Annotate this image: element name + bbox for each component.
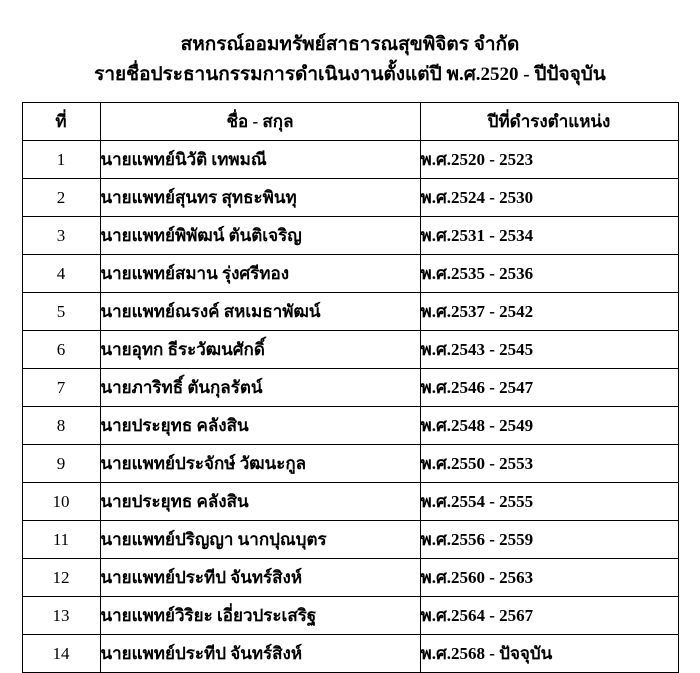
table-row — [22, 483, 678, 521]
cell-no: 7 — [22, 369, 100, 407]
cell-name: นายภาริทธิ์ ตันกุลรัตน์ — [100, 369, 420, 407]
document-header — [0, 0, 700, 90]
cell-no: 10 — [22, 483, 100, 521]
table-row — [22, 559, 678, 597]
page-title: สหกรณ์ออมทรัพย์สาธารณสุขพิจิตร จำกัด — [180, 34, 520, 55]
cell-name: นายแพทย์ณรงค์ สหเมธาพัฒน์ — [100, 293, 420, 331]
cell-term: พ.ศ.2531 - 2534 — [420, 217, 678, 255]
cell-term: พ.ศ.2520 - 2523 — [420, 141, 678, 179]
cell-term: พ.ศ.2524 - 2530 — [420, 179, 678, 217]
table-row — [22, 445, 678, 483]
column-header-term: ปีที่ดำรงตำแหน่ง — [420, 103, 678, 141]
cell-name: นายแพทย์พิพัฒน์ ตันติเจริญ — [100, 217, 420, 255]
table-header — [22, 103, 678, 141]
cell-no: 4 — [22, 255, 100, 293]
cell-name: นายแพทย์สมาน รุ่งศรีทอง — [100, 255, 420, 293]
cell-term: พ.ศ.2554 - 2555 — [420, 483, 678, 521]
cell-name: นายประยุทธ คลังสิน — [100, 483, 420, 521]
cell-no: 1 — [22, 141, 100, 179]
cell-no: 13 — [22, 597, 100, 635]
cell-no: 5 — [22, 293, 100, 331]
column-header-no: ที่ — [22, 103, 100, 141]
cell-name: นายแพทย์ประทีป จันทร์สิงห์ — [100, 635, 420, 673]
cell-name: นายแพทย์วิริยะ เอี่ยวประเสริฐ — [100, 597, 420, 635]
table-row — [22, 635, 678, 673]
table-row — [22, 407, 678, 445]
cell-name: นายแพทย์ปริญญา นากปุณบุตร — [100, 521, 420, 559]
cell-name: นายแพทย์นิวัติ เทพมณี — [100, 141, 420, 179]
cell-term: พ.ศ.2548 - 2549 — [420, 407, 678, 445]
cell-term: พ.ศ.2537 - 2542 — [420, 293, 678, 331]
cell-no: 9 — [22, 445, 100, 483]
cell-no: 8 — [22, 407, 100, 445]
cell-term: พ.ศ.2546 - 2547 — [420, 369, 678, 407]
cell-name: นายแพทย์ประทีป จันทร์สิงห์ — [100, 559, 420, 597]
table-body — [22, 141, 678, 673]
cell-no: 12 — [22, 559, 100, 597]
cell-name: นายแพทย์สุนทร สุทธะพินทุ — [100, 179, 420, 217]
chairman-roster-table — [22, 102, 679, 673]
table-row — [22, 217, 678, 255]
table-row — [22, 597, 678, 635]
cell-name: นายอุทก ธีระวัฒนศักดิ์ — [100, 331, 420, 369]
table-row — [22, 255, 678, 293]
cell-term: พ.ศ.2543 - 2545 — [420, 331, 678, 369]
table-header-row — [22, 103, 678, 141]
cell-no: 14 — [22, 635, 100, 673]
table-row — [22, 141, 678, 179]
cell-term: พ.ศ.2568 - ปัจจุบัน — [420, 635, 678, 673]
cell-no: 11 — [22, 521, 100, 559]
cell-no: 2 — [22, 179, 100, 217]
table-row — [22, 331, 678, 369]
cell-name: นายประยุทธ คลังสิน — [100, 407, 420, 445]
column-header-name: ชื่อ - สกุล — [100, 103, 420, 141]
cell-term: พ.ศ.2556 - 2559 — [420, 521, 678, 559]
cell-term: พ.ศ.2550 - 2553 — [420, 445, 678, 483]
cell-name: นายแพทย์ประจักษ์ วัฒนะกูล — [100, 445, 420, 483]
table-row — [22, 369, 678, 407]
cell-no: 3 — [22, 217, 100, 255]
cell-term: พ.ศ.2564 - 2567 — [420, 597, 678, 635]
table-row — [22, 521, 678, 559]
cell-term: พ.ศ.2535 - 2536 — [420, 255, 678, 293]
cell-no: 6 — [22, 331, 100, 369]
table-row — [22, 179, 678, 217]
table-row — [22, 293, 678, 331]
cell-term: พ.ศ.2560 - 2563 — [420, 559, 678, 597]
page-subtitle: รายชื่อประธานกรรมการดำเนินงานตั้งแต่ปี พ.ศ.2520 - ปีปัจจุบัน — [94, 64, 606, 85]
